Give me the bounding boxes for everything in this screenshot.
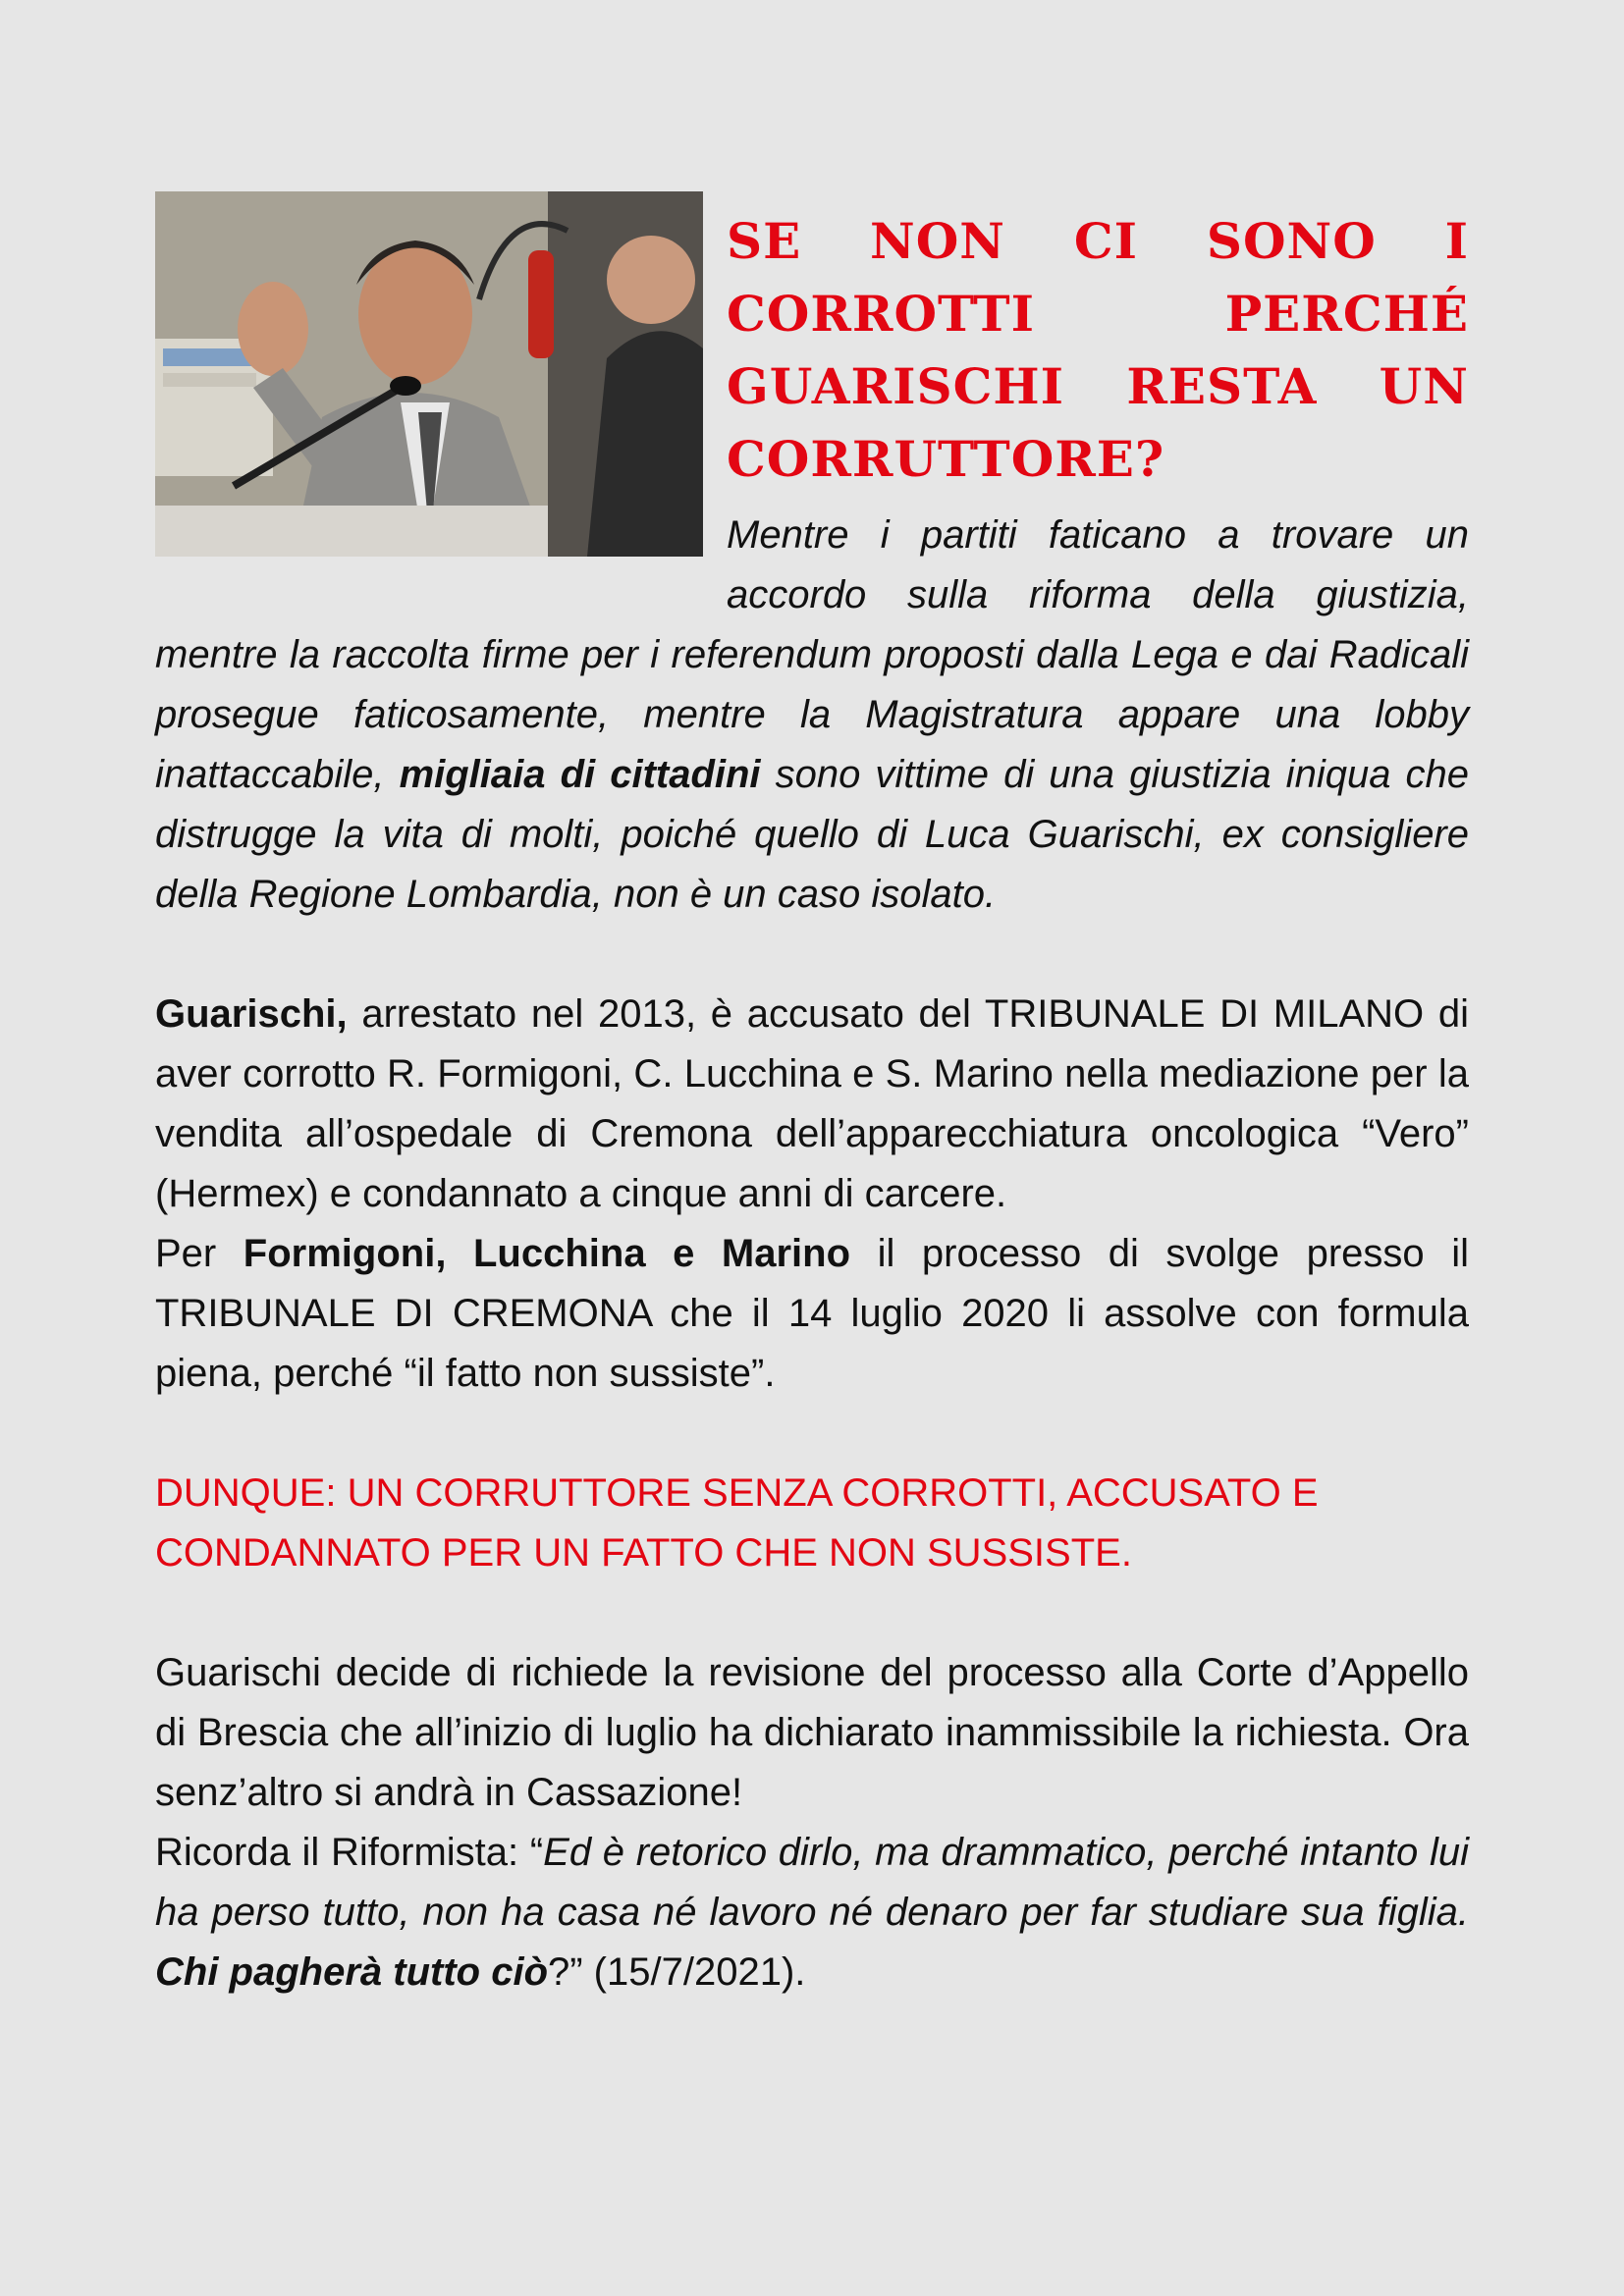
- intro-bold-text: migliaia di cittadini: [399, 753, 761, 796]
- paragraph-arrest: [155, 985, 1469, 1224]
- para5-italic: Ed è retorico dirlo, ma drammatico, perché intanto lui ha perso tutto, non ha casa né lavoro né denaro per far studiare sua figlia.: [155, 1831, 1470, 1934]
- intro-text-1: Mentre i partiti faticano a trovare un accordo sulla riforma della giustizia, mentre la raccolta firme per i referendum proposti dalla Lega e dai Radicali prosegue faticosamente, mentre la Magistratura appare una lobby inattaccabile,: [155, 513, 1469, 796]
- paragraph-quote: [155, 1823, 1469, 2002]
- para3-pre: Per: [155, 1232, 244, 1275]
- para5-bold-italic: Chi pagherà tutto ciò: [155, 1950, 548, 1994]
- para3-text: il processo di svolge presso il TRIBUNALE DI CREMONA che il 14 luglio 2020 li assolve con formula piena, perché “il fatto non sussiste”.: [155, 1232, 1469, 1395]
- para5-pre: Ricorda il Riformista: “: [155, 1831, 544, 1874]
- man-speaking-photo-icon: [155, 191, 703, 557]
- para5-post: ?” (15/7/2021).: [548, 1950, 806, 1994]
- intro-text-2: sono vittime di una giustizia iniqua che distrugge la vita di molti, poiché quello di Luca Guarischi, ex consigliere della Regione Lombardia, non è un caso isolato.: [155, 753, 1470, 916]
- article-title: SE NON CI SONO I CORROTTI PERCHÉ GUARISCHI RESTA UN CORRUTTORE?: [727, 212, 1469, 488]
- intro-paragraph: [155, 506, 1469, 925]
- article-photo: [155, 191, 703, 557]
- para3-bold: Formigoni, Lucchina e Marino: [243, 1232, 851, 1275]
- highlight-paragraph: DUNQUE: UN CORRUTTORE SENZA CORROTTI, ACCUSATO E CONDANNATO PER UN FATTO CHE NON SUSSISTE.: [155, 1471, 1319, 1575]
- article: [155, 191, 1469, 2002]
- paragraph-acquittal: [155, 1224, 1469, 1404]
- para2-text: arrestato nel 2013, è accusato del TRIBUNALE DI MILANO di aver corrotto R. Formigoni, C. Lucchina e S. Marino nella mediazione per la vendita all’ospedale di Cremona dell’apparecchiatura oncologica “Vero” (Hermex) e condannato a cinque anni di carcere.: [155, 992, 1469, 1215]
- para2-bold: Guarischi,: [155, 992, 348, 1036]
- paragraph-revision: Guarischi decide di richiede la revisione del processo alla Corte d’Appello di Brescia che all’inizio di luglio ha dichiarato inammissibile la richiesta. Ora senz’altro si andrà in Cassazione!: [155, 1651, 1469, 1814]
